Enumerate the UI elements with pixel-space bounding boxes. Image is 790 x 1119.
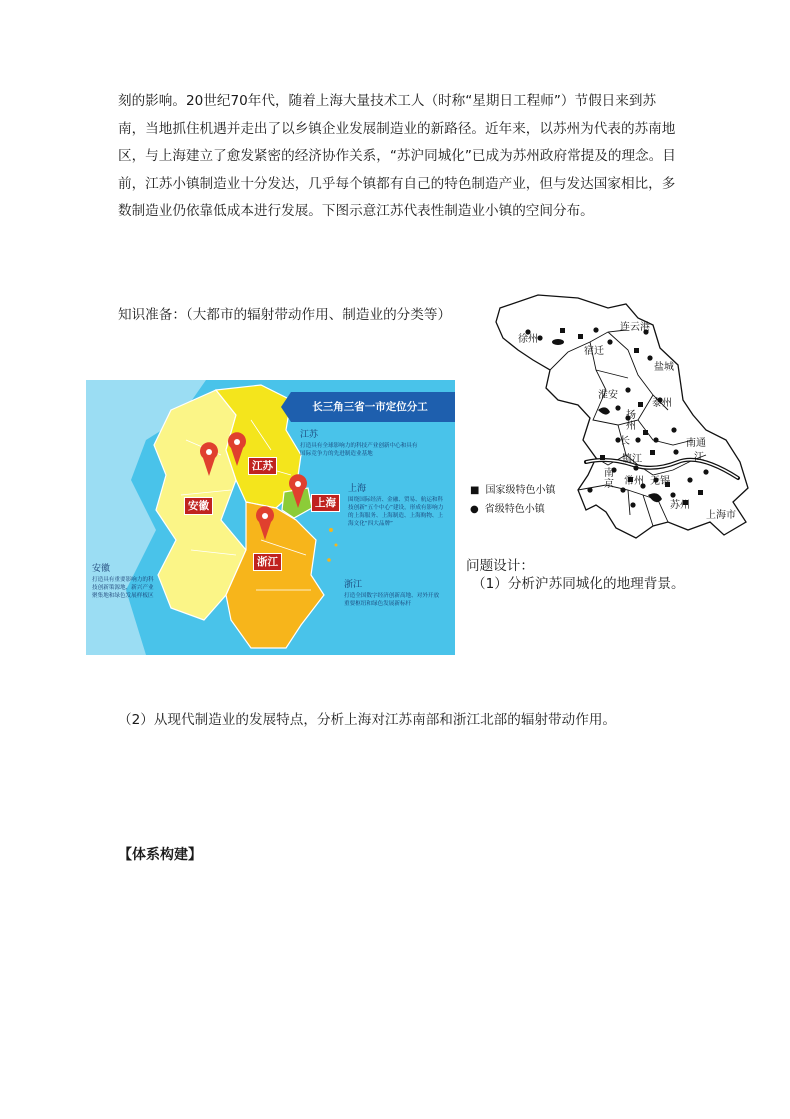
intro-paragraph: 刻的影响。20世纪70年代，随着上海大量技术工人（时称“星期日工程师”）节假日来到苏南，当地抓住机遇并走出了以乡镇企业发展制造业的新路径。近年来，以苏州为代表的苏南地区，与上海建立了愈发紧密的经济协作关系，“苏沪同城化”已成为苏州政府常提及的理念。目前，江苏小镇制造业十分发达，几乎每个镇都有自己的特色制造产业，但与发达国家相比，多数制造业仍依靠低成本进行发展。下图示意江苏代表性制造业小镇的空间分布。 bbox=[118, 93, 676, 219]
zhejiang-region bbox=[226, 502, 324, 648]
legend-national: ■ 国家级特色小镇 bbox=[470, 485, 556, 496]
city-chang: 长 bbox=[620, 436, 630, 447]
zhejiang-label: 浙江 bbox=[344, 580, 363, 590]
question-1: （1）分析沪苏同城化的地理背景。 bbox=[472, 576, 685, 592]
city-suzhou: 苏州 bbox=[670, 500, 690, 511]
tag-anhui: 安徽 bbox=[184, 497, 213, 515]
square-marker-icon: ■ bbox=[470, 485, 480, 496]
city-nanjing: 南京 bbox=[604, 468, 614, 490]
city-shanghai: 上海市 bbox=[706, 510, 736, 521]
delta-map-banner: 长三角三省一市定位分工 bbox=[312, 401, 428, 413]
city-yangzhou: 扬州 bbox=[626, 410, 636, 432]
anhui-label: 安徽 bbox=[92, 564, 111, 574]
zhejiang-desc: 打造全国数字经济创新高地、对外开放重要枢纽和绿色发展新标杆 bbox=[344, 593, 440, 607]
city-taizhou: 泰州 bbox=[652, 398, 672, 409]
city-suqian: 宿迁 bbox=[584, 346, 604, 357]
city-huaian: 淮安 bbox=[598, 390, 618, 401]
question-2: （2）从现代制造业的发展特点，分析上海对江苏南部和浙江北部的辐射带动作用。 bbox=[118, 712, 617, 728]
tag-shanghai: 上海 bbox=[311, 494, 340, 512]
city-jiang: 江 bbox=[694, 452, 704, 463]
shanghai-label: 上海 bbox=[348, 484, 367, 494]
city-yancheng: 盐城 bbox=[654, 362, 674, 373]
tag-jiangsu: 江苏 bbox=[248, 457, 277, 475]
section-title: 【体系构建】 bbox=[118, 847, 202, 863]
yangtze-delta-map bbox=[86, 380, 455, 655]
city-lianyungang: 连云港 bbox=[620, 322, 650, 333]
dot-marker-icon: ● bbox=[470, 504, 479, 515]
tag-zhejiang: 浙江 bbox=[253, 553, 282, 571]
legend-provincial: ● 省级特色小镇 bbox=[470, 504, 545, 515]
city-zhenjiang: 镇江 bbox=[622, 454, 642, 465]
questions-title: 问题设计： bbox=[466, 558, 534, 574]
jiangsu-desc: 打造具有全球影响力的科技产业创新中心和具有国际竞争力的先进制造业基地 bbox=[300, 443, 418, 457]
knowledge-prep: 知识准备：（大都市的辐射带动作用、制造业的分类等） bbox=[118, 307, 452, 323]
anhui-desc: 打造具有重要影响力的科技创新策源地、新兴产业聚集地和绿色发展样板区 bbox=[92, 577, 154, 599]
shanghai-desc: 围绕国际经济、金融、贸易、航运和科技创新“五个中心”建设，形成有影响力的上海服务、上海制造、上海购物、上海文化“四大品牌” bbox=[348, 497, 444, 527]
city-wuxi: 无锡 bbox=[650, 476, 670, 487]
city-changzhou: 常州 bbox=[624, 476, 644, 487]
city-xuzhou: 徐州 bbox=[518, 334, 538, 345]
jiangsu-label: 江苏 bbox=[300, 430, 319, 440]
city-nantong: 南通 bbox=[686, 438, 706, 449]
